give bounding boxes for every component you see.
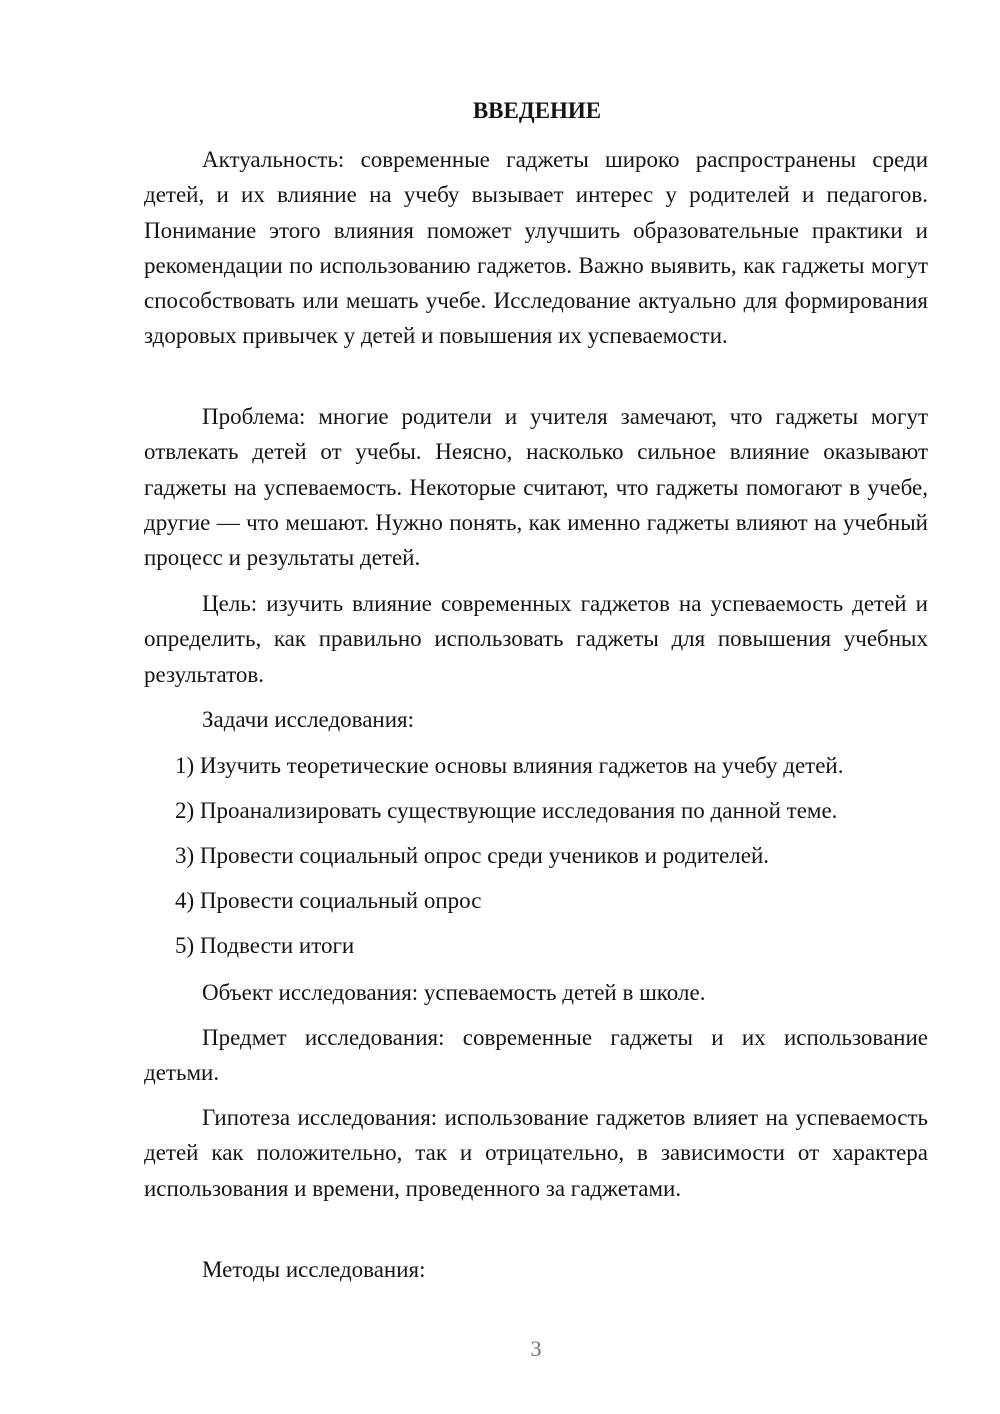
task-item-5: 5) Подвести итоги xyxy=(175,933,355,958)
goal-paragraph: Цель: изучить влияние современных гаджетов на успеваемость детей и определить, как правильно использовать гаджеты для повышения учебных результатов. xyxy=(144,591,928,687)
relevance-paragraph: Актуальность: современные гаджеты широко распространены среди детей, и их влияние на учебу вызывает интерес у родителей и педагогов. Понимание этого влияния поможет улучшить образовательные практики и рекомендации по использованию гаджетов. Важно выявить, как гаджеты могут способствовать или мешать учебе. Исследование актуально для формирования здоровых привычек у детей и повышения их успеваемости. xyxy=(144,147,928,349)
object-paragraph: Объект исследования: успеваемость детей в школе. xyxy=(202,980,706,1005)
task-item-2: 2) Проанализировать существующие исследования по данной теме. xyxy=(175,798,838,823)
page-title: ВВЕДЕНИЕ xyxy=(472,98,602,123)
hypothesis-paragraph: Гипотеза исследования: использование гаджетов влияет на успеваемость детей как положительно, так и отрицательно, в зависимости от характера использования и времени, проведенного за гаджетами. xyxy=(144,1105,928,1201)
task-item-4: 4) Провести социальный опрос xyxy=(175,888,482,913)
subject-paragraph: Предмет исследования: современные гаджеты и их использование детьми. xyxy=(144,1025,928,1086)
tasks-heading: Задачи исследования: xyxy=(202,707,415,732)
methods-heading: Методы исследования: xyxy=(202,1257,426,1282)
problem-paragraph: Проблема: многие родители и учителя замечают, что гаджеты могут отвлекать детей от учебы. Неясно, насколько сильное влияние оказывают гаджеты на успеваемость. Некоторые считают, что гаджеты помогают в учебе, другие — что мешают. Нужно понять, как именно гаджеты влияют на учебный процесс и результаты детей. xyxy=(144,404,928,571)
page-number: 3 xyxy=(530,1336,542,1361)
task-item-3: 3) Провести социальный опрос среди учеников и родителей. xyxy=(175,843,770,868)
task-item-1: 1) Изучить теоретические основы влияния гаджетов на учебу детей. xyxy=(175,753,844,778)
